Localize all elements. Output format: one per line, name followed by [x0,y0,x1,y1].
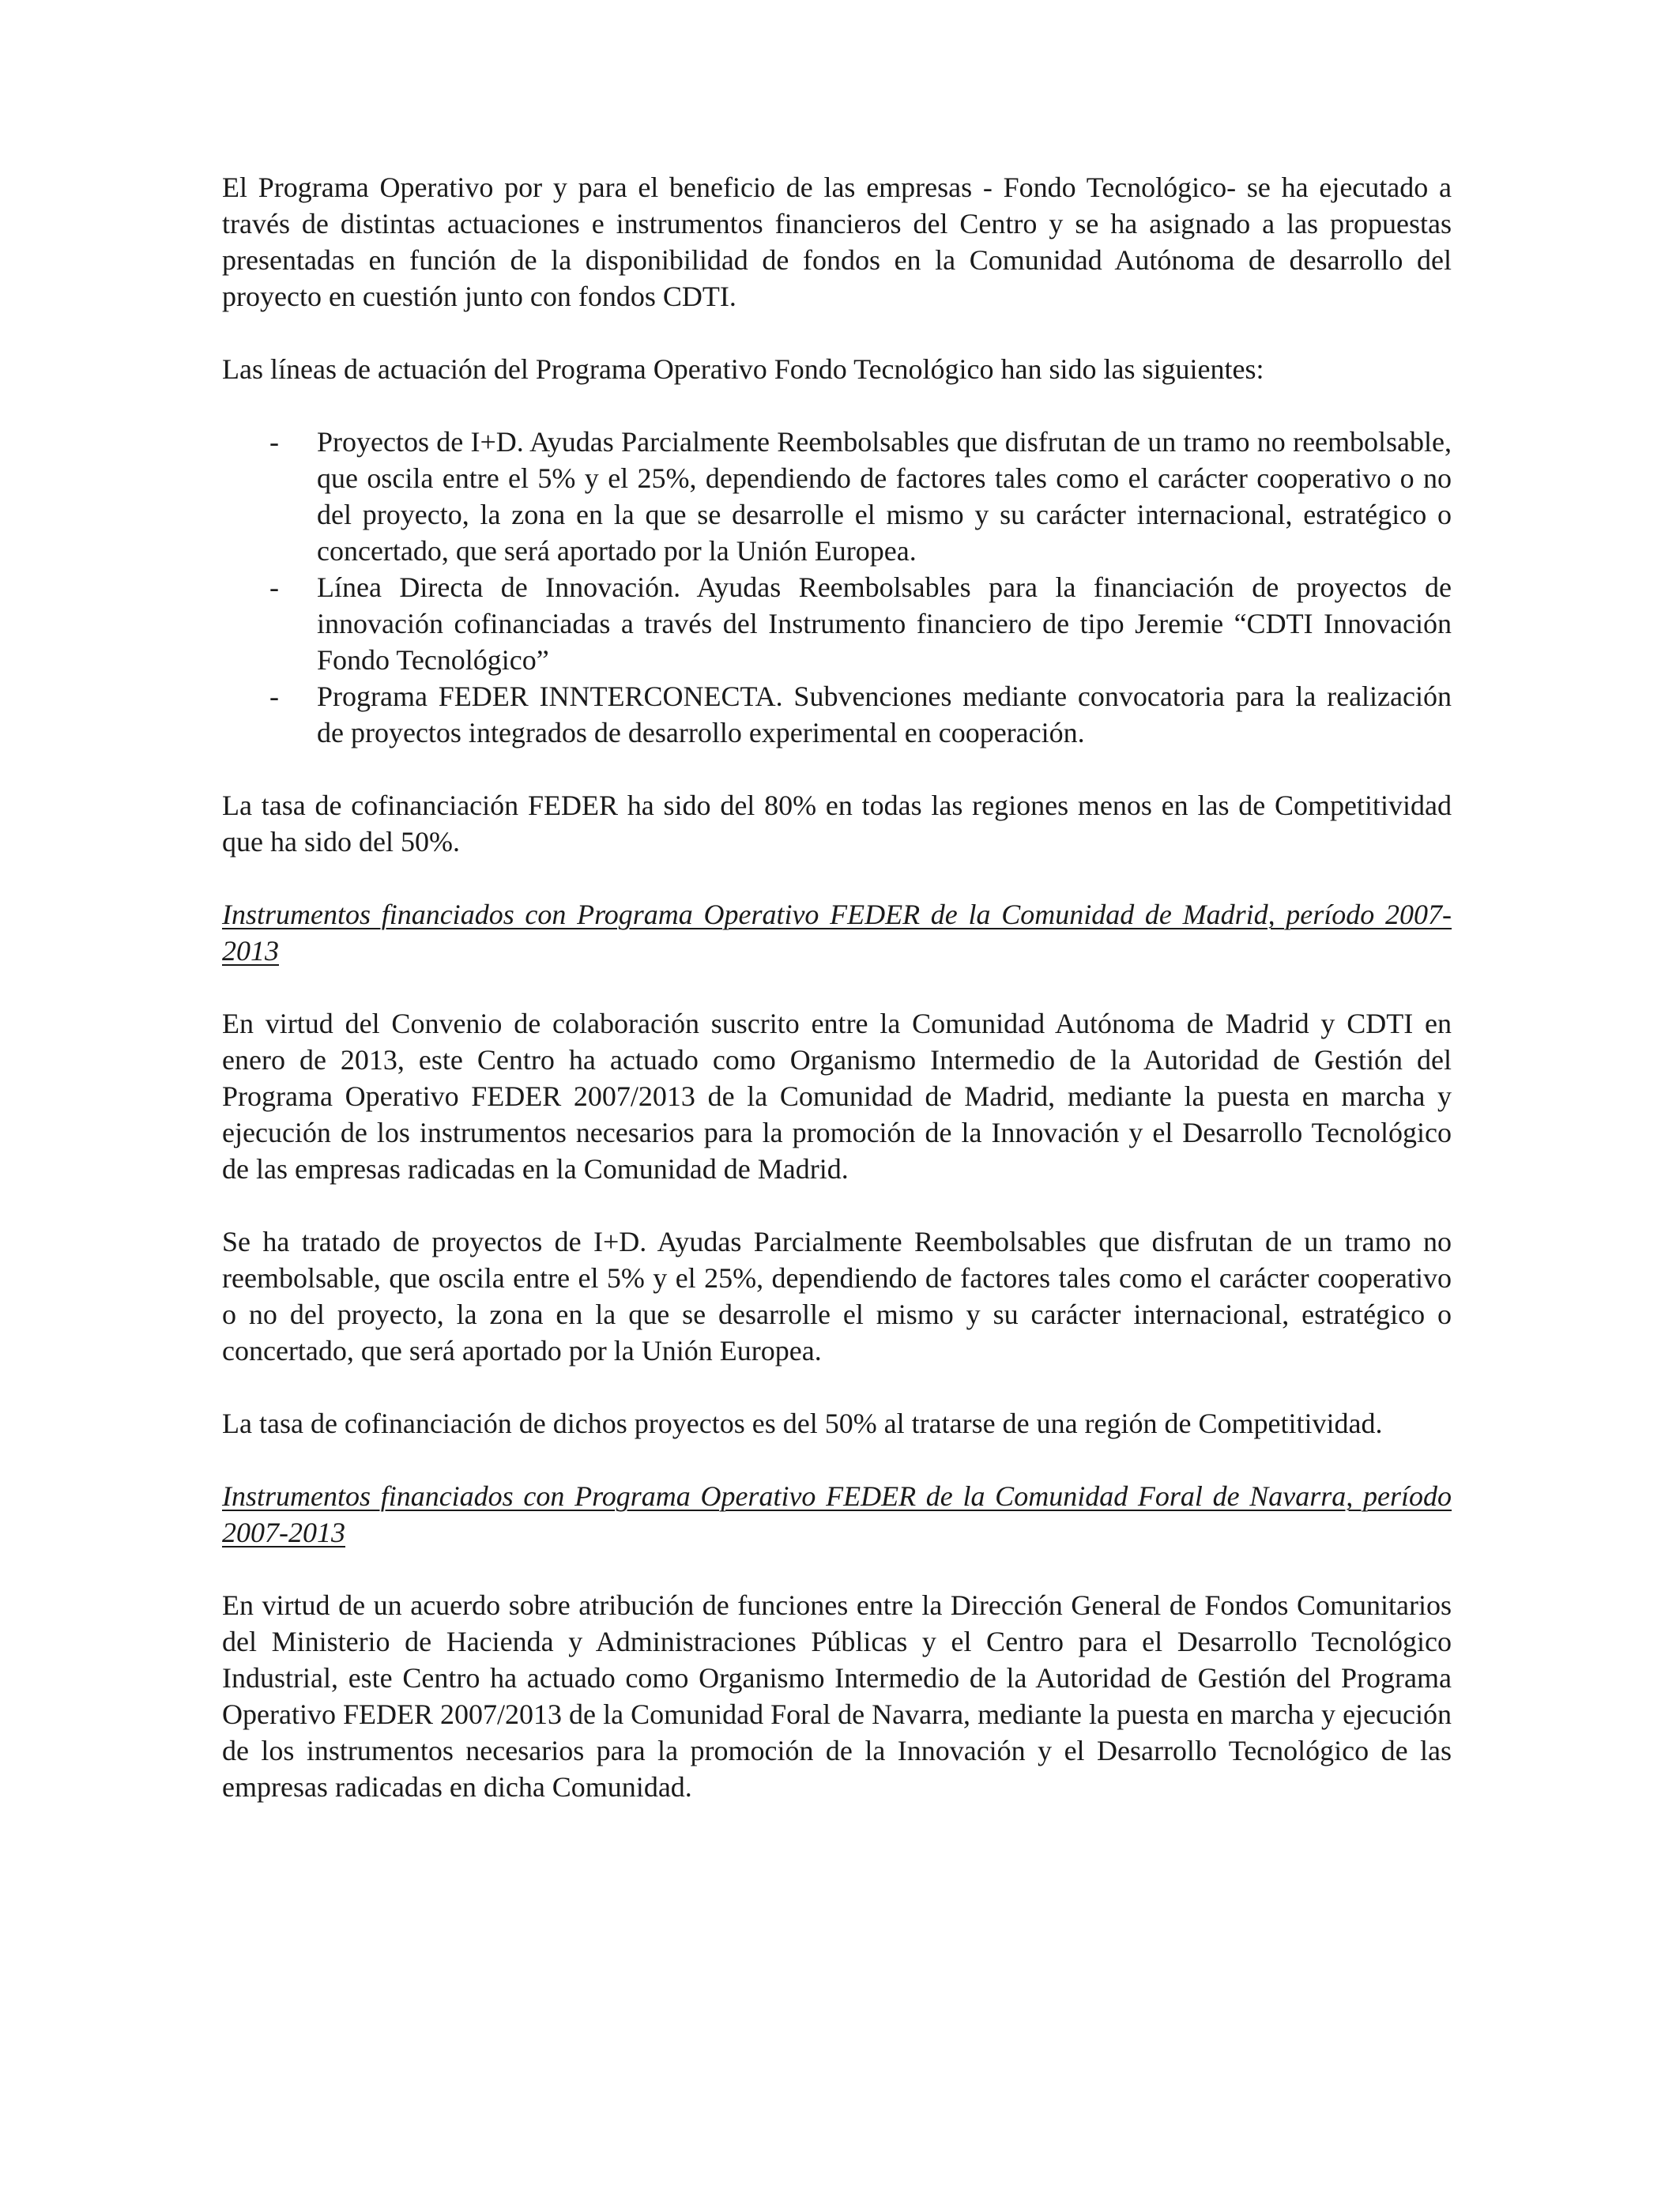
section-heading-navarra: Instrumentos financiados con Programa Operativo FEDER de la Comunidad Foral de Navarra, período 2007-2013 [222,1480,1452,1548]
document-page [222,169,1452,1842]
paragraph-madrid-rate: La tasa de cofinanciación de dichos proyectos es del 50% al tratarse de una región de Competitividad. [222,1408,1383,1439]
dash-bullet: - [269,680,279,712]
list-item [222,569,1452,678]
dash-bullet: - [269,571,279,603]
section-heading-madrid: Instrumentos financiados con Programa Operativo FEDER de la Comunidad de Madrid, período 2007-2013 [222,899,1452,967]
paragraph-navarra-agreement: En virtud de un acuerdo sobre atribución de funciones entre la Dirección General de Fondos Comunitarios del Ministerio de Hacienda y Administraciones Públicas y el Centro para el Desarrollo Tecnológico Industrial, este Centro ha actuado como Organismo Intermedio de la Autoridad de Gestión del Programa Operativo FEDER 2007/2013 de la Comunidad Foral de Navarra, mediante la puesta en marcha y ejecución de los instrumentos necesarios para la promoción de la Innovación y el Desarrollo Tecnológico de las empresas radicadas en dicha Comunidad. [222,1589,1452,1803]
action-lines-list [222,424,1452,751]
dash-bullet: - [269,426,279,458]
paragraph-madrid-agreement: En virtud del Convenio de colaboración suscrito entre la Comunidad Autónoma de Madrid y CDTI en enero de 2013, este Centro ha actuado como Organismo Intermedio de la Autoridad de Gestión del Programa Operativo FEDER 2007/2013 de la Comunidad de Madrid, mediante la puesta en marcha y ejecución de los instrumentos necesarios para la promoción de la Innovación y el Desarrollo Tecnológico de las empresas radicadas en la Comunidad de Madrid. [222,1008,1452,1185]
paragraph-intro: El Programa Operativo por y para el beneficio de las empresas - Fondo Tecnológico- se ha ejecutado a través de distintas actuaciones e instrumentos financieros del Centro y se ha asignado a las propuestas presentadas en función de la disponibilidad de fondos en la Comunidad Autónoma de desarrollo del proyecto en cuestión junto con fondos CDTI. [222,172,1452,312]
list-item-text: Programa FEDER INNTERCONECTA. Subvenciones mediante convocatoria para la realización de proyectos integrados de desarrollo experimental en cooperación. [317,680,1452,748]
paragraph-lines-intro: Las líneas de actuación del Programa Operativo Fondo Tecnológico han sido las siguientes: [222,353,1264,385]
paragraph-cofinancing-rate: La tasa de cofinanciación FEDER ha sido del 80% en todas las regiones menos en las de Competitividad que ha sido del 50%. [222,790,1452,858]
paragraph-madrid-projects: Se ha tratado de proyectos de I+D. Ayudas Parcialmente Reembolsables que disfrutan de un tramo no reembolsable, que oscila entre el 5% y el 25%, dependiendo de factores tales como el carácter cooperativo o no del proyecto, la zona en la que se desarrolle el mismo y su carácter internacional, estratégico o concertado, que será aportado por la Unión Europea. [222,1226,1452,1367]
list-item [222,678,1452,751]
list-item [222,424,1452,569]
list-item-text: Línea Directa de Innovación. Ayudas Reembolsables para la financiación de proyectos de innovación cofinanciadas a través del Instrumento financiero de tipo Jeremie “CDTI Innovación Fondo Tecnológico” [317,571,1452,676]
list-item-text: Proyectos de I+D. Ayudas Parcialmente Reembolsables que disfrutan de un tramo no reembolsable, que oscila entre el 5% y el 25%, dependiendo de factores tales como el carácter cooperativo o no del proyecto, la zona en la que se desarrolle el mismo y su carácter internacional, estratégico o concertado, que será aportado por la Unión Europea. [317,426,1452,567]
